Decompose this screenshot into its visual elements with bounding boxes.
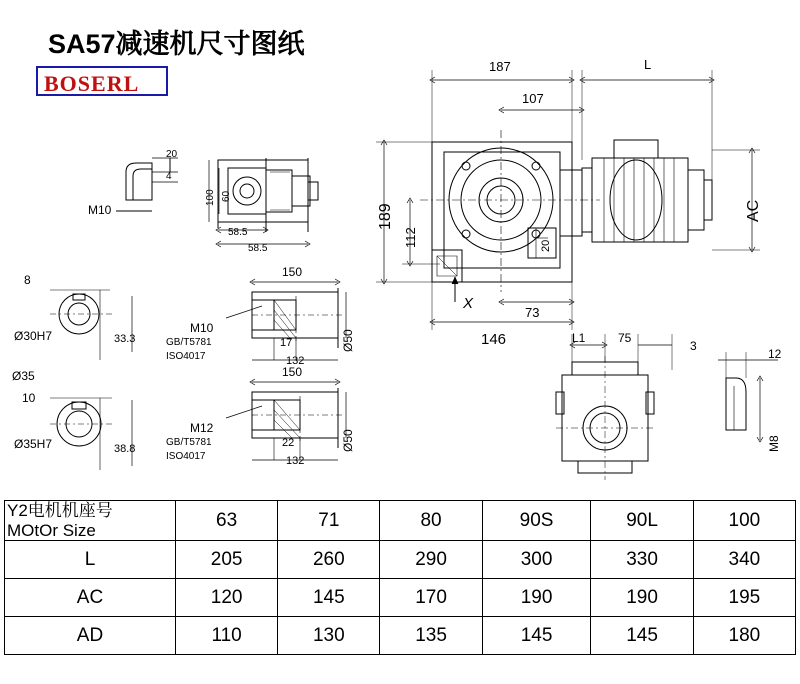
cell-L-4: 330 xyxy=(591,541,693,579)
dim-AC: AC xyxy=(745,199,762,222)
std-gbt5781-2: GB/T5781 xyxy=(166,437,212,448)
dim-key-8: 8 xyxy=(24,273,31,287)
cell-AD-2: 135 xyxy=(380,617,482,655)
cell-AD-4: 145 xyxy=(591,617,693,655)
dim-L: L xyxy=(644,57,652,72)
dim-3: 3 xyxy=(690,339,697,353)
table-col-1: 71 xyxy=(278,501,380,541)
table-col-2: 80 xyxy=(380,501,482,541)
page-title: SA57减速机尺寸图纸 xyxy=(48,29,305,59)
dim-12: 12 xyxy=(768,347,782,361)
table-header-row xyxy=(5,501,796,541)
dim-60: 60 xyxy=(221,190,232,202)
dim-75: 75 xyxy=(618,331,632,345)
cell-AD-3: 145 xyxy=(482,617,591,655)
cell-L-1: 260 xyxy=(278,541,380,579)
cell-L-2: 290 xyxy=(380,541,482,579)
row-label-AD: AD xyxy=(5,617,176,655)
dim-M10-flange: M10 xyxy=(88,203,112,217)
dim-shaft1-132: 132 xyxy=(286,355,305,367)
dim-38-8: 38.8 xyxy=(114,443,136,455)
logo-text: BOSERL xyxy=(44,71,140,96)
cell-AC-0: 120 xyxy=(176,579,278,617)
cell-L-3: 300 xyxy=(482,541,591,579)
dim-shaft1-17: 17 xyxy=(280,337,293,349)
dim-58-5-a: 58.5 xyxy=(228,227,248,238)
dim-112: 112 xyxy=(403,227,418,248)
table-col-4: 90L xyxy=(591,501,693,541)
dim-d35: Ø35 xyxy=(12,369,35,383)
row-label-AC: AC xyxy=(5,579,176,617)
table-row xyxy=(5,541,796,579)
cell-AC-5: 195 xyxy=(693,579,795,617)
table-header-en: MOtOr Size xyxy=(7,520,96,540)
table-col-5: 100 xyxy=(693,501,795,541)
cell-L-0: 205 xyxy=(176,541,278,579)
dim-shaft2-132: 132 xyxy=(286,455,305,467)
cell-AD-0: 110 xyxy=(176,617,278,655)
dim-shaft1-150: 150 xyxy=(282,265,303,279)
dim-shaft2-22: 22 xyxy=(282,437,295,449)
cell-AC-2: 170 xyxy=(380,579,482,617)
dim-L1: L1 xyxy=(572,331,586,345)
table-header-label xyxy=(5,501,176,541)
std-iso4017-1: ISO4017 xyxy=(166,351,206,362)
dim-4-flange: 4 xyxy=(166,171,172,182)
table-col-0: 63 xyxy=(176,501,278,541)
std-iso4017-2: ISO4017 xyxy=(166,451,206,462)
dim-d35h7: Ø35H7 xyxy=(14,437,53,451)
dim-187: 187 xyxy=(489,59,511,74)
bolt-M10: M10 xyxy=(190,321,214,335)
dim-d30h7: Ø30H7 xyxy=(14,329,53,343)
spec-table xyxy=(4,500,796,655)
dim-146: 146 xyxy=(481,331,507,348)
cell-AD-5: 180 xyxy=(693,617,795,655)
bolt-M12: M12 xyxy=(190,421,214,435)
table-row xyxy=(5,579,796,617)
cell-AC-1: 145 xyxy=(278,579,380,617)
cell-AC-3: 190 xyxy=(482,579,591,617)
dim-58-5-b: 58.5 xyxy=(248,243,268,254)
dim-20-flange: 20 xyxy=(166,149,178,160)
cell-AC-4: 190 xyxy=(591,579,693,617)
cell-AD-1: 130 xyxy=(278,617,380,655)
dim-M8: M8 xyxy=(767,435,781,452)
dim-33-3: 33.3 xyxy=(114,333,136,345)
dim-73: 73 xyxy=(525,305,540,320)
dim-189: 189 xyxy=(377,203,394,230)
dim-20-main: 20 xyxy=(540,239,552,252)
dim-100: 100 xyxy=(205,189,216,206)
dim-shaft2-d50: Ø50 xyxy=(341,429,355,452)
mark-X: X xyxy=(463,295,474,312)
table-col-3: 90S xyxy=(482,501,591,541)
dim-shaft1-d50: Ø50 xyxy=(341,329,355,352)
dim-key-10: 10 xyxy=(22,391,36,405)
table-header-cn: Y2电机机座号 xyxy=(7,501,113,520)
dim-107: 107 xyxy=(522,91,544,106)
std-gbt5781-1: GB/T5781 xyxy=(166,337,212,348)
row-label-L: L xyxy=(5,541,176,579)
table-row xyxy=(5,617,796,655)
dim-shaft2-150: 150 xyxy=(282,365,303,379)
cell-L-5: 340 xyxy=(693,541,795,579)
